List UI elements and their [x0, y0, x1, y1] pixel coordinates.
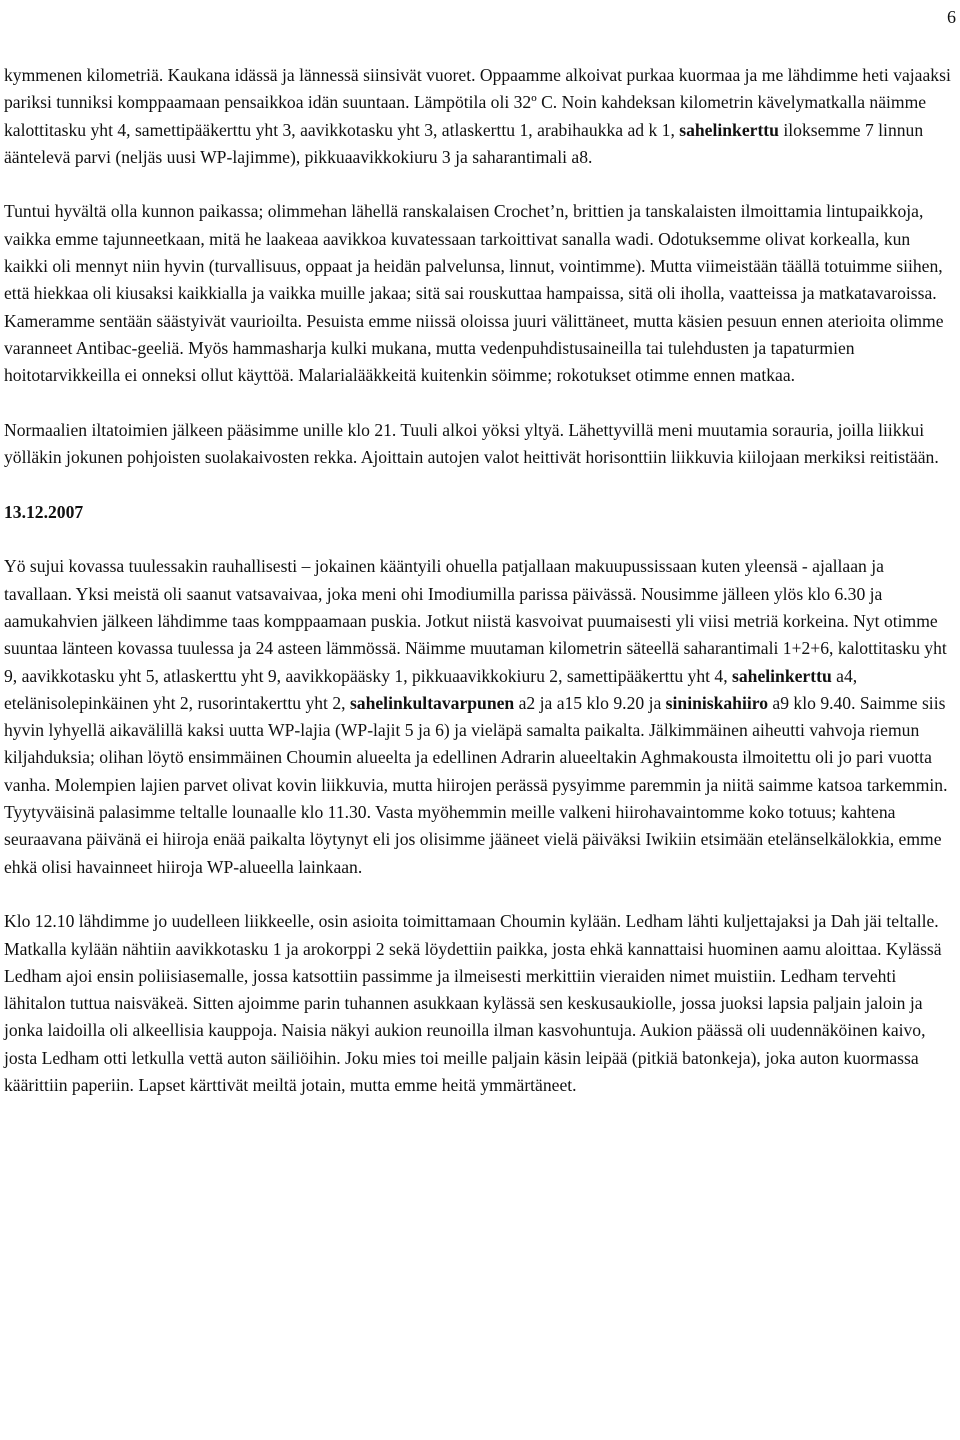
paragraph — [4, 417, 952, 472]
date-text: 13.12.2007 — [4, 501, 84, 522]
document-body — [4, 62, 952, 1127]
bird-species-bold: sahelinkerttu — [732, 665, 832, 686]
text-run: Tuntui hyvältä olla kunnon paikassa; olimmehan lähellä ranskalaisen Crochet’n, brittien ja tanskalaisten ilmoittamia lintupaikkoja, vaikka emme tajunneetkaan, mitä he laakeaa aavikkoa kuvatessaan tarkoittivat sanalla wadi. Odotuksemme olivat korkealla, kun kaikki oli mennyt niin hyvin (turvallisuus, oppaat ja heidän palvelunsa, linnut, vointimme). Mutta viimeistään täällä totuimme siihen, että hiekkaa oli kiusaksi kaikkialla ja vaikka muille jakaa; sitä sai rouskuttaa hampaissa, sitä oli iholla, vaatteissa ja matkatavaroissa. Kameramme sentään säästyivät vaurioilta. Pesuista emme niissä oloissa juuri välittäneet, mutta käsien pesuun ennen aterioita olimme varanneet Antibac-geeliä. Myös hammasharja kulki mukana, mutta vedenpuhdistusaineilla tai tulehdusten ja tapaturmien hoitotarvikkeilla ei onneksi ollut käyttöä. Malarialääkkeitä kuitenkin söimme; rokotukset otimme ennen matkaa. — [4, 201, 944, 386]
text-run: a4, etelänisolepinkäinen yht 2, rusorintakerttu yht 2, — [4, 665, 858, 713]
paragraph — [4, 198, 952, 389]
text-run: Yö sujui kovassa tuulessakin rauhallisesti – jokainen kääntyili ohuella patjallaan makuupussissaan kuten yleensä - ajallaan ja tavallaan. Yksi meistä oli saanut vatsavaivaa, joka meni ohi Imodiumilla parissa päivässä. Nousimme jälleen ylös klo 6.30 ja aamukahvien jälkeen lähdimme taas komppaamaan puskia. Jotkut niistä kasvoivat puumaisesti yli viisi metriä korkeina. Nyt otimme suuntaa länteen kovassa tuulessa ja 24 asteen lämmössä. Näimme muutaman kilometrin säteellä saharantimali 1+2+6, kalottitasku yht 9, aavikkotasku yht 5, atlaskerttu yht 9, aavikkopääsky 1, pikkuaavikkokiuru 2, samettipääkerttu yht 4, — [4, 556, 947, 686]
text-run: a2 ja a15 klo 9.20 ja — [514, 692, 666, 713]
text-run: kymmenen kilometriä. Kaukana idässä ja lännessä siinsivät vuoret. Oppaamme alkoivat purkaa kuormaa ja me lähdimme heti vajaaksi pariksi tunniksi komppaamaan pensaikkoa idän suuntaan. Lämpötila oli 32º C. Noin kahdeksan kilometrin kävelymatkalla näimme kalottitasku yht 4, samettipääkerttu yht 3, aavikkotasku yht 3, atlaskerttu 1, arabihaukka ad k 1, — [4, 65, 951, 140]
paragraph — [4, 908, 952, 1099]
page-number: 6 — [947, 7, 956, 27]
date-heading — [4, 499, 952, 526]
paragraph — [4, 62, 952, 171]
paragraph — [4, 553, 952, 881]
text-run: iloksemme 7 linnun ääntelevä parvi (neljäs uusi WP-lajimme), pikkuaavikkokiuru 3 ja saharantimali a8. — [4, 119, 924, 167]
bird-species-bold: sahelinkultavarpunen — [349, 692, 515, 713]
bird-species-bold: sahelinkerttu — [679, 119, 779, 140]
text-run: Normaalien iltatoimien jälkeen pääsimme unille klo 21. Tuuli alkoi yöksi yltyä. Lähettyvillä meni muutamia sorauria, joilla liikkui yölläkin jokunen pohjoisten suolakaivosten rekka. Ajoittain autojen valot heittivät horisonttiin liikkuvia kiilojaan merkiksi reitistään. — [4, 419, 939, 468]
bird-species-bold: sininiskahiiro — [665, 692, 769, 713]
text-run: Klo 12.10 lähdimme jo uudelleen liikkeelle, osin asioita toimittamaan Choumin kylään. Ledham lähti kuljettajaksi ja Dah jäi teltalle. Matkalla kylään nähtiin aavikkotasku 1 ja arokorppi 2 sekä löydettiin paikka, josta ehkä kannattaisi huominen aamu aloittaa. Kylässä Ledham ajoi ensin poliisiasemalle, jossa katsottiin passimme ja ilmeisesti merkittiin vieraiden nimet muistiin. Ledham tervehti lähitalon tuttua naisväkeä. Sitten ajoimme parin tuhannen asukkaan kylässä sen keskusaukiolle, jossa juoksi lapsia paljain jaloin ja jonka laidoilla oli alkeellisia kauppoja. Naisia näkyi aukion reunoilla ilman kasvohuntuja. Aukion päässä oli uudennäköinen kaivo, josta Ledham otti letkulla vettä auton säiliöihin. Joku mies toi meille paljain käsin leipää (pitkiä batonkeja), joka auton kuormassa käärittiin paperiin. Lapset kärttivät meiltä jotain, mutta emme heitä ymmärtäneet. — [4, 911, 942, 1095]
text-run: a9 klo 9.40. Saimme siis hyvin lyhyellä aikavälillä kaksi uutta WP-lajia (WP-lajit 5 ja 6) ja vieläpä samalta paikalta. Jälkimmäinen aiheutti vahvoja riemun kiljahduksia; olihan löytö ensimmäinen Choumin alueelta ja edellinen Adrarin alueeltakin Aghmakousta ilmoitettu oli jo pari vuotta vanha. Molempien lajien parvet olivat kovin liikkuvia, mutta hiirojen perässä pysyimme paremmin ja niitä saimme katsoa tarkemmin. Tyytyväisinä palasimme teltalle lounaalle klo 11.30. Vasta myöhemmin meille valkeni hiirohavaintomme koko totuus; kahtena seuraavana päivänä ei hiiroja enää paikalta löytynyt eli jos olisimme jääneet vielä päiväksi Iwikiin etsimään etelänselkälokkia, emme ehkä olisi havainneet hiiroja WP-alueella lainkaan. — [4, 692, 948, 877]
